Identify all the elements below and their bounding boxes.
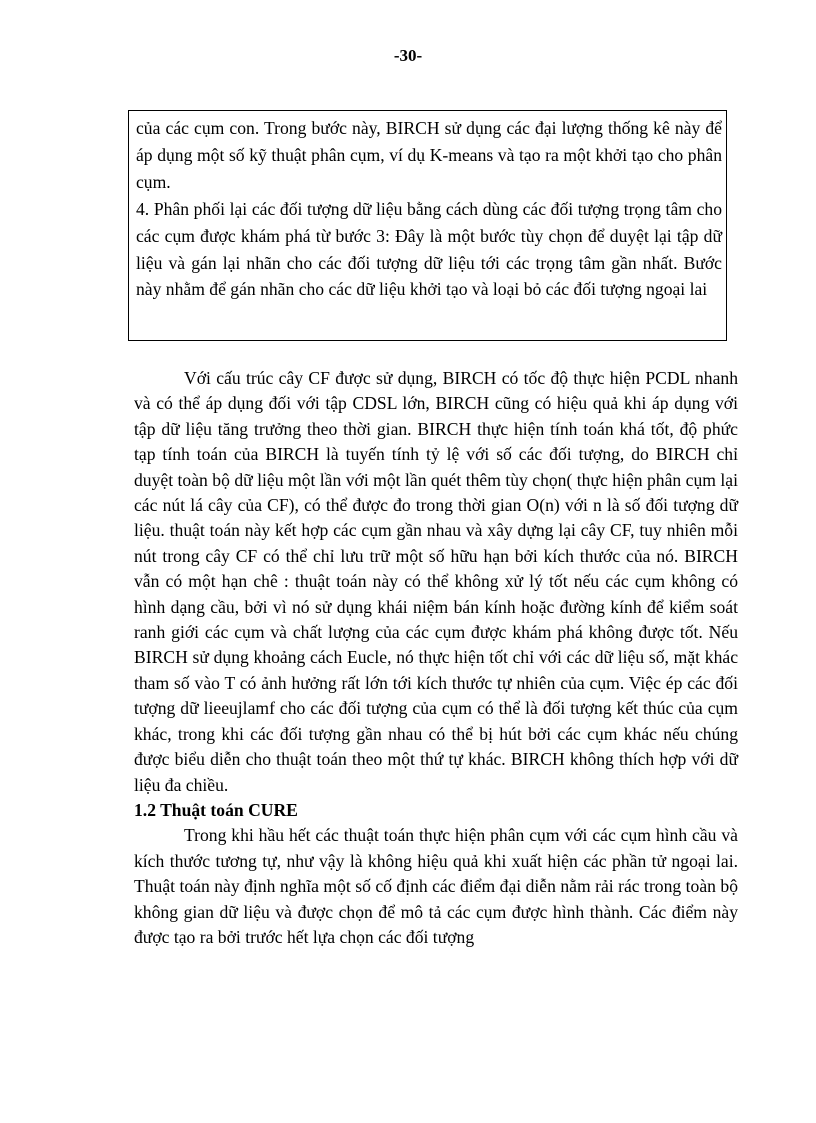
body-paragraph-cure: Trong khi hầu hết các thuật toán thực hiện phân cụm với các cụm hình cầu và kích thước tương tự, như vậy là không hiệu quả khi xuất hiện các phần tử ngoại lai. Thuật toán này định nghĩa một số cố định các điểm đại diễn nằm rải rác trong toàn bộ không gian dữ liệu và được chọn để mô tả các cụm được hình thành. Các điểm này được tạo ra bởi trước hết lựa chọn các đối tượng <box>134 825 738 947</box>
box-paragraph-2: 4. Phân phối lại các đối tượng dữ liệu bằng cách dùng các đối tượng trọng tâm cho các cụm được khám phá từ bước 3: Đây là một bước tùy chọn để duyệt lại tập dữ liệu và gán lại nhãn cho các đối tượng dữ liệu tới các trọng tâm gần nhất. Bước này nhằm để gán nhãn cho các dữ liệu khởi tạo và loại bỏ các đối tượng ngoại lai <box>136 198 722 300</box>
page-number: -30- <box>393 46 423 65</box>
box-paragraph-1: của các cụm con. Trong bước này, BIRCH sử dụng các đại lượng thống kê này để áp dụng một số kỹ thuật phân cụm, ví dụ K-means và tạo ra một khởi tạo cho phân cụm. <box>136 118 722 192</box>
boxed-text-frame <box>128 110 727 341</box>
main-content <box>134 366 738 950</box>
section-heading-cure: 1.2 Thuật toán CURE <box>134 799 298 820</box>
body-paragraph-birch: Với cấu trúc cây CF được sử dụng, BIRCH có tốc độ thực hiện PCDL nhanh và có thể áp dụng đối với tập CDSL lớn, BIRCH cũng có hiệu quả khi áp dụng với tập dữ liệu tăng trưởng theo thời gian. BIRCH thực hiện tính toán khá tốt, độ phức tạp tính toán của BIRCH là tuyến tính tỷ lệ với số các đối tượng, do BIRCH chỉ duyệt toàn bộ dữ liệu một lần với một lần quét thêm tùy chọn( thực hiện phân cụm lại các nút lá cây của CF), có thể được đo trong thời gian O(n) với n là số đối tượng dữ liệu. thuật toán này kết hợp các cụm gần nhau và xây dựng lại cây CF, tuy nhiên mỗi nút trong cây CF có thể chỉ lưu trữ một số hữu hạn bởi kích thước của nó. BIRCH vẫn có một hạn chê : thuật toán này có thể không xử lý tốt nếu các cụm không có hình dạng cầu, bởi vì nó sử dụng khái niệm bán kính hoặc đường kính để kiểm soát ranh giới các cụm và chất lượng của các cụm được khám phá không được tốt. Nếu BIRCH sử dụng khoảng cách Eucle, nó thực hiện tốt chỉ với các dữ liệu số, mặt khác tham số vào T có ảnh hưởng rất lớn tới kích thước tự nhiên của cụm. Việc ép các đối tượng dữ lieeujlamf cho các đối tượng của cụm có thể là đối tượng kết thúc của cụm khác, trong khi các đối tượng gần nhau có thể bị hút bởi các cụm khác nếu chúng được biểu diễn cho thuật toán theo một thứ tự khác. BIRCH không thích hợp với dữ liệu đa chiều. <box>134 368 738 795</box>
